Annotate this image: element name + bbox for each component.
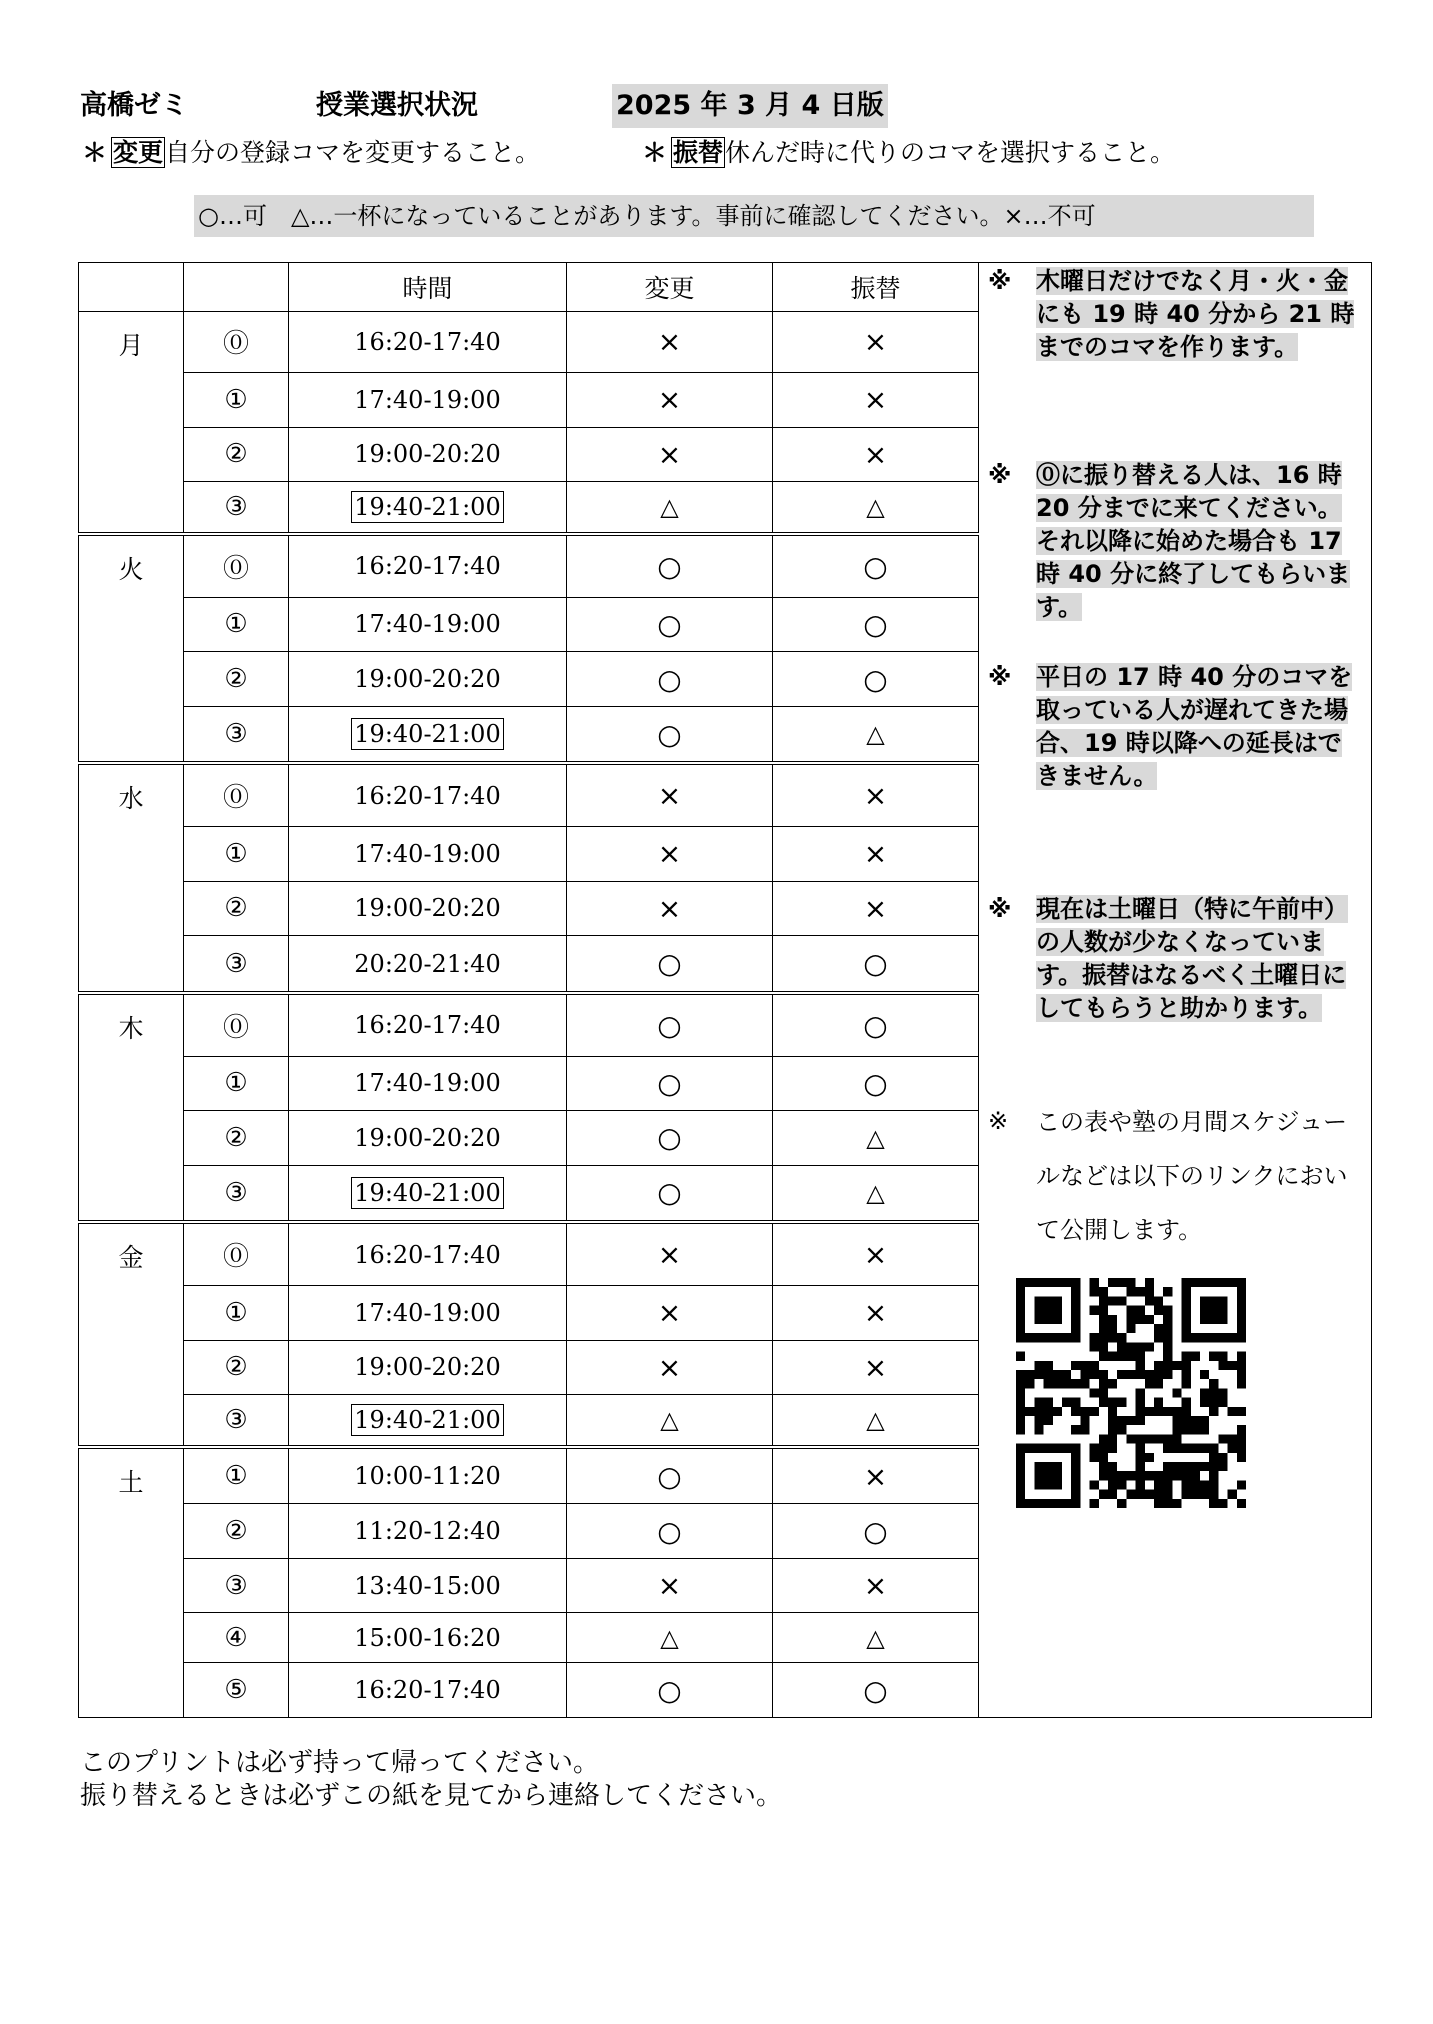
cross-icon: × bbox=[657, 437, 682, 471]
time-cell bbox=[289, 652, 567, 707]
circle-icon: ○ bbox=[657, 1514, 682, 1548]
change-label: 変更 bbox=[113, 138, 164, 167]
slot-cell: ① bbox=[184, 1286, 289, 1341]
day-cell: 金 bbox=[79, 1222, 184, 1447]
change-cell bbox=[567, 1663, 773, 1718]
circle-icon: ○ bbox=[863, 607, 888, 641]
circle-icon: ○ bbox=[657, 1673, 682, 1707]
schedule-table bbox=[78, 262, 979, 1718]
change-cell bbox=[567, 482, 773, 534]
note-5-text: この表や塾の月間スケジュールなどは以下のリンクにおいて公開します。 bbox=[1036, 1108, 1348, 1244]
table-row bbox=[79, 482, 979, 534]
time-text: 19:40-21:00 bbox=[351, 1177, 503, 1209]
time-cell bbox=[289, 1165, 567, 1222]
change-cell bbox=[567, 993, 773, 1056]
table-row bbox=[79, 1504, 979, 1559]
change-cell bbox=[567, 1558, 773, 1613]
time-text: 19:40-21:00 bbox=[351, 718, 503, 750]
note-4-text: 現在は土曜日（特に午前中）の人数が少なくなっています。振替はなるべく土曜日にしてもらうと助かります。 bbox=[1036, 895, 1348, 1022]
table-header-row bbox=[79, 263, 979, 312]
transfer-label: 振替 bbox=[673, 138, 724, 167]
transfer-cell bbox=[773, 1340, 979, 1395]
change-cell bbox=[567, 763, 773, 826]
time-cell bbox=[289, 312, 567, 373]
time-cell bbox=[289, 597, 567, 652]
time-text: 19:00-20:20 bbox=[354, 1353, 501, 1382]
table-row bbox=[79, 1340, 979, 1395]
instructions bbox=[82, 133, 1402, 173]
time-text: 17:40-19:00 bbox=[354, 1069, 501, 1098]
time-cell bbox=[289, 1395, 567, 1447]
transfer-cell bbox=[773, 1663, 979, 1718]
circle-icon: ○ bbox=[863, 549, 888, 583]
transfer-cell bbox=[773, 993, 979, 1056]
time-text: 15:00-16:20 bbox=[354, 1623, 501, 1652]
circle-icon: ○ bbox=[657, 662, 682, 696]
change-cell bbox=[567, 534, 773, 597]
cross-icon: × bbox=[863, 1569, 888, 1603]
time-text: 16:20-17:40 bbox=[354, 781, 501, 810]
transfer-cell bbox=[773, 1558, 979, 1613]
transfer-cell bbox=[773, 763, 979, 826]
slot-cell: ③ bbox=[184, 482, 289, 534]
slot-cell: ③ bbox=[184, 936, 289, 993]
table-row bbox=[79, 372, 979, 427]
day-cell: 月 bbox=[79, 312, 184, 534]
time-header: 時間 bbox=[289, 263, 567, 312]
time-text: 19:00-20:20 bbox=[354, 665, 501, 693]
circle-icon: ○ bbox=[863, 662, 888, 696]
transfer-cell bbox=[773, 1222, 979, 1285]
triangle-icon: △ bbox=[866, 492, 885, 521]
table-row bbox=[79, 652, 979, 707]
time-cell bbox=[289, 936, 567, 993]
change-cell bbox=[567, 936, 773, 993]
table-row bbox=[79, 1056, 979, 1111]
change-cell bbox=[567, 1111, 773, 1166]
time-cell bbox=[289, 993, 567, 1056]
change-header: 変更 bbox=[567, 263, 773, 312]
triangle-icon: △ bbox=[866, 1406, 885, 1435]
circle-icon: ○ bbox=[863, 947, 888, 980]
transfer-cell bbox=[773, 597, 979, 652]
slot-cell: ② bbox=[184, 1111, 289, 1166]
cross-icon: × bbox=[863, 1350, 888, 1384]
asterisk-icon: ＊ bbox=[642, 138, 668, 167]
time-cell bbox=[289, 763, 567, 826]
time-text: 13:40-15:00 bbox=[354, 1571, 501, 1600]
circle-icon: ○ bbox=[657, 1459, 682, 1493]
table-row bbox=[79, 1447, 979, 1504]
change-instruction bbox=[82, 133, 540, 173]
cross-icon: × bbox=[863, 891, 888, 925]
slot-cell: ② bbox=[184, 1340, 289, 1395]
asterisk-icon: ＊ bbox=[82, 138, 108, 167]
circle-icon: ○ bbox=[657, 947, 682, 980]
reference-mark-icon: ※ bbox=[988, 267, 1012, 295]
change-cell bbox=[567, 1165, 773, 1222]
triangle-icon: △ bbox=[866, 1123, 885, 1152]
time-cell bbox=[289, 1504, 567, 1559]
circle-icon: ○ bbox=[863, 1008, 888, 1042]
time-text: 11:20-12:40 bbox=[354, 1517, 501, 1546]
time-cell bbox=[289, 706, 567, 763]
transfer-cell bbox=[773, 827, 979, 882]
cross-icon: × bbox=[657, 325, 682, 359]
circle-icon: ○ bbox=[657, 717, 682, 751]
note-3-text: 平日の 17 時 40 分のコマを取っている人が遅れてきた場合、19 時以降への延長はできません。 bbox=[1036, 663, 1353, 790]
change-cell bbox=[567, 1395, 773, 1447]
table-row bbox=[79, 1613, 979, 1663]
table-row bbox=[79, 1395, 979, 1447]
time-text: 10:00-11:20 bbox=[354, 1462, 501, 1491]
triangle-icon: △ bbox=[866, 720, 885, 749]
circle-icon: ○ bbox=[863, 1066, 888, 1100]
transfer-cell bbox=[773, 936, 979, 993]
slot-cell: ① bbox=[184, 827, 289, 882]
transfer-text: 休んだ時に代りのコマを選択すること。 bbox=[725, 138, 1176, 167]
time-cell bbox=[289, 534, 567, 597]
slot-cell: ① bbox=[184, 372, 289, 427]
time-text: 16:20-17:40 bbox=[354, 1011, 501, 1040]
time-cell bbox=[289, 372, 567, 427]
day-cell: 水 bbox=[79, 763, 184, 992]
time-text: 19:00-20:20 bbox=[354, 1123, 501, 1152]
triangle-icon: △ bbox=[866, 1623, 885, 1652]
cross-icon: × bbox=[863, 383, 888, 417]
change-cell bbox=[567, 312, 773, 373]
note-4 bbox=[988, 893, 1360, 1025]
cross-icon: × bbox=[657, 383, 682, 417]
time-text: 19:00-20:20 bbox=[354, 440, 501, 469]
table-row bbox=[79, 1165, 979, 1222]
time-cell bbox=[289, 1613, 567, 1663]
triangle-icon: △ bbox=[660, 492, 679, 521]
slot-cell: ① bbox=[184, 1056, 289, 1111]
transfer-cell bbox=[773, 482, 979, 534]
circle-icon: ○ bbox=[657, 1121, 682, 1155]
time-text: 19:40-21:00 bbox=[351, 1404, 503, 1436]
time-cell bbox=[289, 1286, 567, 1341]
triangle-icon: △ bbox=[660, 1406, 679, 1435]
circle-icon: ○ bbox=[657, 1008, 682, 1042]
change-cell bbox=[567, 372, 773, 427]
circle-icon: ○ bbox=[657, 1066, 682, 1100]
footer-line-2: 振り替えるときは必ずこの紙を見てから連絡してください。 bbox=[80, 1781, 783, 1811]
slot-cell: ① bbox=[184, 597, 289, 652]
reference-mark-icon: ※ bbox=[988, 663, 1012, 691]
slot-cell: ⓪ bbox=[184, 312, 289, 373]
slot-header bbox=[184, 263, 289, 312]
time-text: 19:00-20:20 bbox=[354, 894, 501, 923]
table-row bbox=[79, 1558, 979, 1613]
cross-icon: × bbox=[657, 1569, 682, 1603]
transfer-cell bbox=[773, 706, 979, 763]
cross-icon: × bbox=[863, 1238, 888, 1272]
table-row bbox=[79, 1111, 979, 1166]
slot-cell: ⓪ bbox=[184, 534, 289, 597]
schedule-body bbox=[79, 312, 979, 1718]
day-cell: 土 bbox=[79, 1447, 184, 1718]
transfer-cell bbox=[773, 1395, 979, 1447]
slot-cell: ② bbox=[184, 652, 289, 707]
transfer-cell bbox=[773, 372, 979, 427]
circle-icon: ○ bbox=[657, 1176, 682, 1210]
slot-cell: ⓪ bbox=[184, 763, 289, 826]
document-header bbox=[80, 84, 1380, 128]
time-text: 16:20-17:40 bbox=[354, 1240, 501, 1269]
transfer-cell bbox=[773, 1056, 979, 1111]
transfer-cell bbox=[773, 1504, 979, 1559]
note-5 bbox=[988, 1095, 1360, 1257]
table-row bbox=[79, 597, 979, 652]
transfer-cell bbox=[773, 881, 979, 936]
slot-cell: ③ bbox=[184, 1395, 289, 1447]
slot-cell: ⓪ bbox=[184, 993, 289, 1056]
change-cell bbox=[567, 1286, 773, 1341]
transfer-cell bbox=[773, 534, 979, 597]
document-title: 授業選択状況 bbox=[316, 90, 478, 121]
cross-icon: × bbox=[657, 1238, 682, 1272]
day-cell: 火 bbox=[79, 534, 184, 763]
transfer-cell bbox=[773, 1447, 979, 1504]
time-text: 16:20-17:40 bbox=[354, 1676, 501, 1705]
circle-icon: ○ bbox=[863, 1673, 888, 1707]
transfer-cell bbox=[773, 427, 979, 482]
cross-icon: × bbox=[657, 837, 682, 871]
table-row bbox=[79, 312, 979, 373]
table-row bbox=[79, 1663, 979, 1718]
transfer-cell bbox=[773, 1613, 979, 1663]
change-cell bbox=[567, 1056, 773, 1111]
reference-mark-icon: ※ bbox=[988, 895, 1012, 923]
table-row bbox=[79, 706, 979, 763]
time-cell bbox=[289, 1222, 567, 1285]
triangle-icon: △ bbox=[660, 1623, 679, 1652]
slot-cell: ② bbox=[184, 1504, 289, 1559]
cross-icon: × bbox=[863, 837, 888, 871]
change-cell bbox=[567, 427, 773, 482]
notes-panel bbox=[978, 262, 1372, 1718]
time-cell bbox=[289, 1056, 567, 1111]
table-row bbox=[79, 1286, 979, 1341]
slot-cell: ③ bbox=[184, 706, 289, 763]
time-cell bbox=[289, 1663, 567, 1718]
day-cell: 木 bbox=[79, 993, 184, 1222]
time-cell bbox=[289, 827, 567, 882]
transfer-cell bbox=[773, 312, 979, 373]
transfer-cell bbox=[773, 652, 979, 707]
time-text: 16:20-17:40 bbox=[354, 552, 501, 581]
org-name: 高橋ゼミ bbox=[80, 90, 188, 121]
footer-line-1: このプリントは必ず持って帰ってください。 bbox=[80, 1748, 599, 1778]
table-row bbox=[79, 427, 979, 482]
time-cell bbox=[289, 1447, 567, 1504]
time-cell bbox=[289, 1558, 567, 1613]
transfer-instruction bbox=[642, 133, 1175, 173]
change-cell bbox=[567, 1613, 773, 1663]
circle-icon: ○ bbox=[657, 607, 682, 641]
change-cell bbox=[567, 652, 773, 707]
day-header bbox=[79, 263, 184, 312]
slot-cell: ⓪ bbox=[184, 1222, 289, 1285]
change-cell bbox=[567, 1222, 773, 1285]
table-row bbox=[79, 1222, 979, 1285]
note-2 bbox=[988, 459, 1360, 624]
slot-cell: ① bbox=[184, 1447, 289, 1504]
slot-cell: ③ bbox=[184, 1558, 289, 1613]
table-row bbox=[79, 881, 979, 936]
transfer-cell bbox=[773, 1286, 979, 1341]
note-3 bbox=[988, 661, 1360, 793]
transfer-cell bbox=[773, 1111, 979, 1166]
reference-mark-icon: ※ bbox=[988, 1107, 1009, 1135]
time-text: 17:40-19:00 bbox=[354, 385, 501, 414]
qr-code-icon[interactable] bbox=[1016, 1278, 1246, 1508]
slot-cell: ② bbox=[184, 881, 289, 936]
table-row bbox=[79, 936, 979, 993]
slot-cell: ④ bbox=[184, 1613, 289, 1663]
circle-icon: ○ bbox=[657, 549, 682, 583]
cross-icon: × bbox=[863, 779, 888, 813]
change-cell bbox=[567, 827, 773, 882]
cross-icon: × bbox=[657, 779, 682, 813]
time-cell bbox=[289, 482, 567, 534]
cross-icon: × bbox=[863, 1459, 888, 1493]
change-cell bbox=[567, 597, 773, 652]
time-text: 17:40-19:00 bbox=[354, 610, 501, 639]
time-cell bbox=[289, 1340, 567, 1395]
reference-mark-icon: ※ bbox=[988, 461, 1012, 489]
time-cell bbox=[289, 1111, 567, 1166]
time-cell bbox=[289, 427, 567, 482]
slot-cell: ③ bbox=[184, 1165, 289, 1222]
slot-cell: ② bbox=[184, 427, 289, 482]
change-text: 自分の登録コマを変更すること。 bbox=[165, 138, 541, 167]
cross-icon: × bbox=[657, 1350, 682, 1384]
cross-icon: × bbox=[863, 1296, 888, 1330]
table-row bbox=[79, 827, 979, 882]
table-row bbox=[79, 534, 979, 597]
legend: ○…可 △…一杯になっていることがあります。事前に確認してください。×…不可 bbox=[194, 195, 1314, 237]
change-cell bbox=[567, 706, 773, 763]
time-cell bbox=[289, 881, 567, 936]
cross-icon: × bbox=[863, 437, 888, 471]
time-text: 17:40-19:00 bbox=[354, 1298, 501, 1327]
time-text: 17:40-19:00 bbox=[354, 839, 501, 868]
note-1 bbox=[988, 265, 1360, 364]
cross-icon: × bbox=[657, 891, 682, 925]
edition-date: 2025 年 3 月 4 日版 bbox=[612, 84, 888, 128]
transfer-header: 振替 bbox=[773, 263, 979, 312]
time-text: 16:20-17:40 bbox=[354, 327, 501, 356]
change-cell bbox=[567, 1447, 773, 1504]
cross-icon: × bbox=[863, 325, 888, 359]
triangle-icon: △ bbox=[866, 1178, 885, 1207]
cross-icon: × bbox=[657, 1296, 682, 1330]
transfer-cell bbox=[773, 1165, 979, 1222]
change-cell bbox=[567, 1340, 773, 1395]
change-cell bbox=[567, 1504, 773, 1559]
slot-cell: ⑤ bbox=[184, 1663, 289, 1718]
note-2-text: ⓪に振り替える人は、16 時 20 分までに来てください。それ以降に始めた場合も 17 時 40 分に終了してもらいます。 bbox=[1036, 461, 1351, 621]
table-row bbox=[79, 763, 979, 826]
table-row bbox=[79, 993, 979, 1056]
footer bbox=[80, 1747, 782, 1813]
time-text: 19:40-21:00 bbox=[351, 491, 503, 523]
change-cell bbox=[567, 881, 773, 936]
circle-icon: ○ bbox=[863, 1514, 888, 1548]
note-1-text: 木曜日だけでなく月・火・金にも 19 時 40 分から 21 時までのコマを作ります。 bbox=[1036, 267, 1355, 361]
time-text: 20:20-21:40 bbox=[354, 949, 501, 978]
